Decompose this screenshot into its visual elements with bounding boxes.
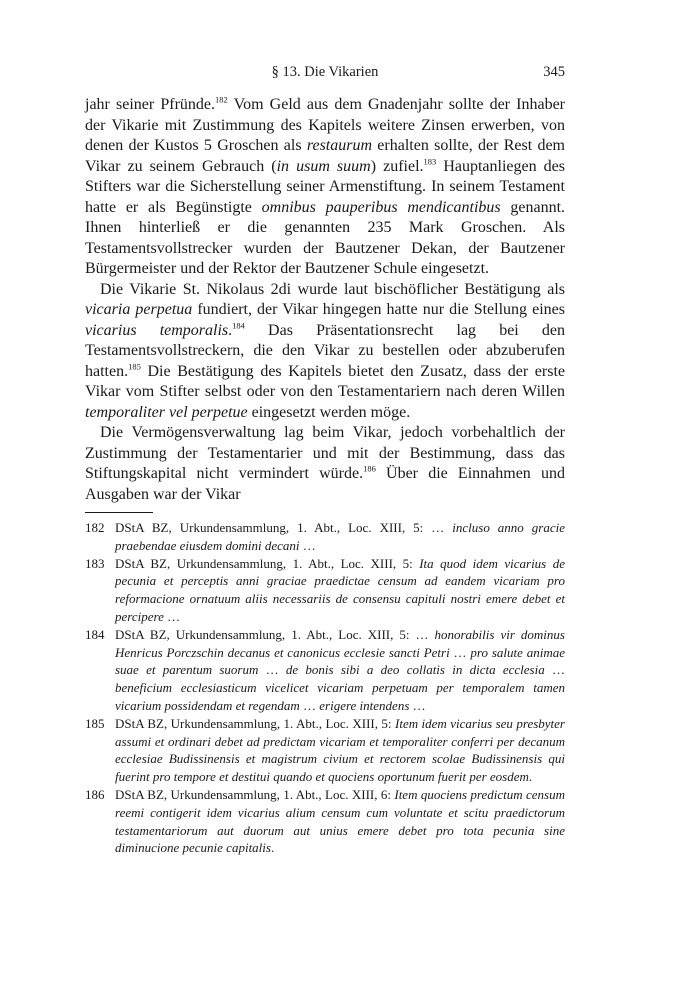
footnote-text: DStA BZ, Urkundensammlung, 1. Abt., Loc. XIII, 6: Item quociens predictum censum reemi contigerit idem vicarius alium censum cum voluntate et scitu praedictorum testamentariorum aut duorum aut unius emere debet pro tota pecunia sine diminucione pecunie capitalis. <box>115 786 565 856</box>
footnote-number: 185 <box>85 715 105 731</box>
italic-latin-text: pro salute animae suae et parentum suorum <box>115 644 565 678</box>
footnote-text: DStA BZ, Urkundensammlung, 1. Abt., Loc. XIII, 5: … honorabilis vir dominus Henricus Porczschin decanus et canonicus ecclesie sancti Petri … pro salute animae suae et parentum suorum … de bonis sibi a deo collatis in dicta ecclesia … beneficium ecclesiasticum vicelicet vicariam perpetuam per temporalem tamen vicarium possidendam et regendam … erigere intendens … <box>115 626 565 713</box>
footnote <box>85 715 565 786</box>
italic-latin-text: Item idem vicarius seu presbyter assumi et ordinari debet ad predictam vicariam et temporaliter conferri per decanum ecclesiae Budissinensis et magistrum civium et rectorem scolae Budissinensis qui fuerint pro tempore et destitui quando et quociens oportunum fuerit per eosdem <box>115 715 565 785</box>
footnote-number: 186 <box>85 786 105 802</box>
italic-latin-text: omnibus pauperibus mendicantibus <box>261 198 501 216</box>
running-title: § 13. Die Vikarien <box>271 64 379 80</box>
italic-latin-text: in usum suum <box>276 157 371 175</box>
italic-latin-text: incluso anno gracie praebendae eiusdem domini decani <box>115 520 565 553</box>
footnote <box>85 555 565 626</box>
footnote <box>85 786 565 857</box>
footnote-reference[interactable]: 183 <box>423 156 437 167</box>
paragraph: Die Vermögensverwaltung lag beim Vikar, jedoch vorbehaltlich der Zustimmung der Testamentarier und mit der Bestimmung, dass das Stiftungskapital nicht vermindert würde.$^{186}$ Über die Einnahmen und Ausgaben war der Vikar <box>85 424 565 503</box>
paragraph: jahr seiner Pfründe.$^{182}$ Vom Geld aus dem Gnadenjahr sollte der Inhaber der Vikarie mit Zustimmung des Kapitels weitere Zinsen erwerben, von denen der Kustos 5 Groschen als restaurum erhalten sollte, der Rest dem Vikar zu seinem Gebrauch (in usum suum) zufiel.$^{183}$ Hauptanliegen des Stifters war die Sicherstellung seiner Armenstiftung. In seinem Testament hatte er als Begünstigte omnibus pauperibus mendicantibus genannt. Ihnen hinterließ er die genannten 235 Mark Groschen. Als Testamentsvollstrecker wurden der Bautzener Dekan, der Bautzener Bürgermeister und der Rektor der Bautzener Schule eingesetzt. <box>85 94 566 277</box>
footnote <box>85 626 565 715</box>
footnote-reference[interactable]: 185 <box>128 361 141 372</box>
footnote-text: DStA BZ, Urkundensammlung, 1. Abt., Loc. XIII, 5: Item idem vicarius seu presbyter assumi et ordinari debet ad predictam vicariam et temporaliter conferri per decanum ecclesiae Budissinensis et magistrum civium et rectorem scolae Budissinensis qui fuerint pro tempore et destitui quando et quociens oportunum fuerit per eosdem. <box>115 715 565 785</box>
footnote-reference[interactable]: 184 <box>232 320 245 331</box>
footnote-number: 183 <box>85 555 105 571</box>
footnotes <box>85 519 565 857</box>
italic-latin-text: de bonis sibi a deo collatis in dicta ecclesia <box>285 662 545 678</box>
italic-latin-text: restaurum <box>306 137 373 154</box>
footnote-number: 184 <box>85 626 105 642</box>
footnote-reference[interactable]: 186 <box>363 463 376 474</box>
paragraph: Die Vikarie St. Nikolaus 2di wurde laut bischöflicher Bestätigung als vicaria perpetua fundiert, der Vikar hingegen hatte nur die Stellung eines vicarius temporalis.$^{184}$ Das Präsentationsrecht lag bei den Testamentsvollstreckern, die den Vikar zu bestellen oder abzuberufen hatten.$^{185}$ Die Bestätigung des Kapitels bietet den Zusatz, dass der erste Vikar vom Stifter selbst oder von den Testamentariern nach deren Willen temporaliter vel perpetue eingesetzt werden möge. <box>85 280 565 421</box>
italic-latin-text: Item quociens predictum censum reemi contigerit idem vicarius alium censum cum voluntate et scitu praedictorum testamentariorum aut duorum aut unius emere debet pro tota pecunia sine diminucione pecunie capitalis <box>115 786 565 856</box>
italic-latin-text: vicaria perpetua <box>85 301 193 318</box>
italic-latin-text: honorabilis vir dominus Henricus Porczschin decanus et canonicus ecclesie sancti Petri <box>115 626 565 660</box>
footnote-reference[interactable]: 182 <box>215 94 228 105</box>
footnote-text: DStA BZ, Urkundensammlung, 1. Abt., Loc. XIII, 5: … incluso anno gracie praebendae eiusdem domini decani … <box>115 520 565 553</box>
main-text <box>85 95 565 505</box>
footnote <box>85 519 565 555</box>
italic-latin-text: temporaliter vel perpetue <box>85 403 248 421</box>
footnote-number: 182 <box>85 520 105 535</box>
italic-latin-text: erigere intendens <box>319 697 410 713</box>
footnote-text: DStA BZ, Urkundensammlung, 1. Abt., Loc. XIII, 5: Ita quod idem vicarius de pecunia et perceptis anni graciae praedictae censum ad eandem vicariam pro reformacione ornatuum aliis necessariis de consensu capituli nostri emere debet et percipere … <box>115 555 565 624</box>
italic-latin-text: beneficium ecclesiasticum vicelicet vicariam perpetuam per temporalem tamen vicarium possidendam et regendam <box>115 680 565 713</box>
italic-latin-text: vicarius temporalis <box>85 321 229 339</box>
italic-latin-text: Ita quod idem vicarius de pecunia et perceptis anni graciae praedictae censum ad eandem vicariam pro reformacione ornatuum aliis necessariis de consensu capituli nostri emere debet et percipere <box>115 555 565 624</box>
page-number: 345 <box>543 64 565 80</box>
footnote-separator <box>85 512 153 513</box>
